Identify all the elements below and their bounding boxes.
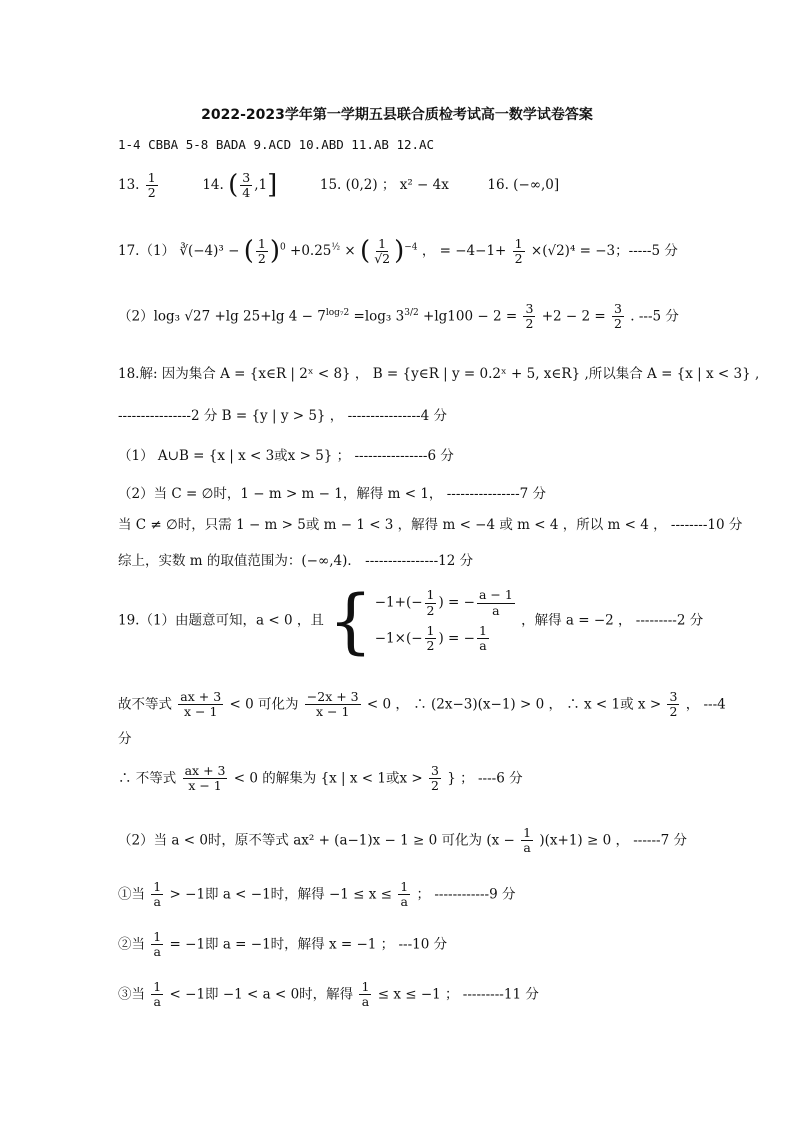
q17-part2: （2）log₃ √27 +lg 25+lg $4 - 7^{log_72} =\log_3$ $3^{3/2} +\lg 100 - 2$ = $\frac{3}{2}$ +2 − 2 = $\frac{3}{2}$ . ---5 分 [118, 301, 679, 332]
q18-line4: （2）当 C = ∅时，1 − m > m − 1，解得 m < 1， ----------------7 分 [118, 486, 547, 502]
q18-line6: 综上，实数 m 的取值范围为：(−∞,4)． ----------------12 分 [118, 553, 474, 569]
q14-label: 14. [202, 177, 224, 194]
q17-part1: 17.（1） ∛(−4)³ − ( $\frac{1}{2}$ )$^0 +0.25^{\frac{1}{2}}$ × ( $\frac{1}{√2}$ )$^{-4}$ ， = −4−1+ $\frac{1}{2}$ ×(√2)⁴ = −3；-----5 分 [118, 235, 678, 267]
q19-inequality-transform: 故不等式 $\frac{ax + 3}{x - 1}$ < 0 可化为 $\frac{-2x + 3}{x - 1}$ < 0 ， ∴ (2x−3)(x−1) > 0 ， ∴ x < 1或 x > $\frac{3}{2}$ ， ---4 [118, 689, 726, 720]
q18-line3: （1） A∪B = {x | x < 3或x > 5} ； ----------------6 分 [118, 448, 454, 464]
multiple-choice-answers: 1-4 CBBA 5-8 BADA 9.ACD 10.ABD 11.AB 12.AC [118, 137, 435, 152]
q19-part2: （2）当 a < 0时，原不等式 ax² + (a−1)x − 1 ≥ 0 可化为 (x − $\frac{1}{a}$ )(x+1) ≥ 0 ， ------7 分 [118, 825, 687, 856]
q19-solution-set: ∴ 不等式 $\frac{ax + 3}{x - 1}$ < 0 的解集为 {x | x < 1或x > $\frac{3}{2}$ } ； ----6 分 [118, 763, 523, 794]
fill-in-answers-row: 13. $\frac{1}{2}$ 14. ( $\frac{3}{4}$ ,1] 15. (0,2) ； x² − 4x 16. (−∞,0] [118, 169, 560, 201]
q18-line1: 18.解: 因为集合 A = {x∈R | 2ˣ < 8} ， B = {y∈R | y = 0.2ˣ + 5, x∈R} ,所以集合 A = {x | x < 3} , [118, 366, 760, 382]
equation-system: { −1+(− $\frac{1}{2}$ ) = − $\frac{a - 1}{a}$ −1×(− $\frac{1}{2}$ ) = − $\frac{1}{a}$ [328, 580, 513, 662]
q13-fraction: $\frac{1}{2}$ [147, 169, 156, 201]
q14-fraction: $\frac{3}{4}$ [242, 169, 251, 201]
q19-wrap-score: 分 [118, 731, 132, 747]
q15-answer: 15. (0,2) ； x² − 4x [319, 177, 449, 194]
q13-label: 13. [118, 177, 140, 194]
q18-line5: 当 C ≠ ∅时，只需 1 − m > 5或 m − 1 < 3 ，解得 m < −4 或 m < 4 ，所以 m < 4 ， --------10 分 [118, 517, 743, 533]
page-title: 2022-2023学年第一学期五县联合质检考试高一数学试卷答案 [201, 107, 593, 123]
q16-answer: 16. (−∞,0] [487, 177, 560, 194]
q18-line2: ----------------2 分 B = {y | y > 5} ， ----------------4 分 [118, 408, 447, 424]
q19-case1: ①当 $\frac{1}{a}$ > −1即 a < −1时，解得 −1 ≤ x ≤ $\frac{1}{a}$ ； ------------9 分 [118, 879, 516, 910]
q19-case3: ③当 $\frac{1}{a}$ < −1即 −1 < a < 0时，解得 $\frac{1}{a}$ ≤ x ≤ −1 ； ---------11 分 [118, 979, 539, 1010]
q19-case2: ②当 $\frac{1}{a}$ = −1即 a = −1时，解得 x = −1 ； ---10 分 [118, 929, 448, 960]
q19-part1: 19.（1）由题意可知，a < 0 ，且 { −1+(− $\frac{1}{2}$ ) = − $\frac{a - 1}{a}$ −1×(− $\frac{1}{2}$ ) = − $\frac{1}{a}$ ，解得 a = −2 ， ---------2 分 [118, 580, 704, 662]
